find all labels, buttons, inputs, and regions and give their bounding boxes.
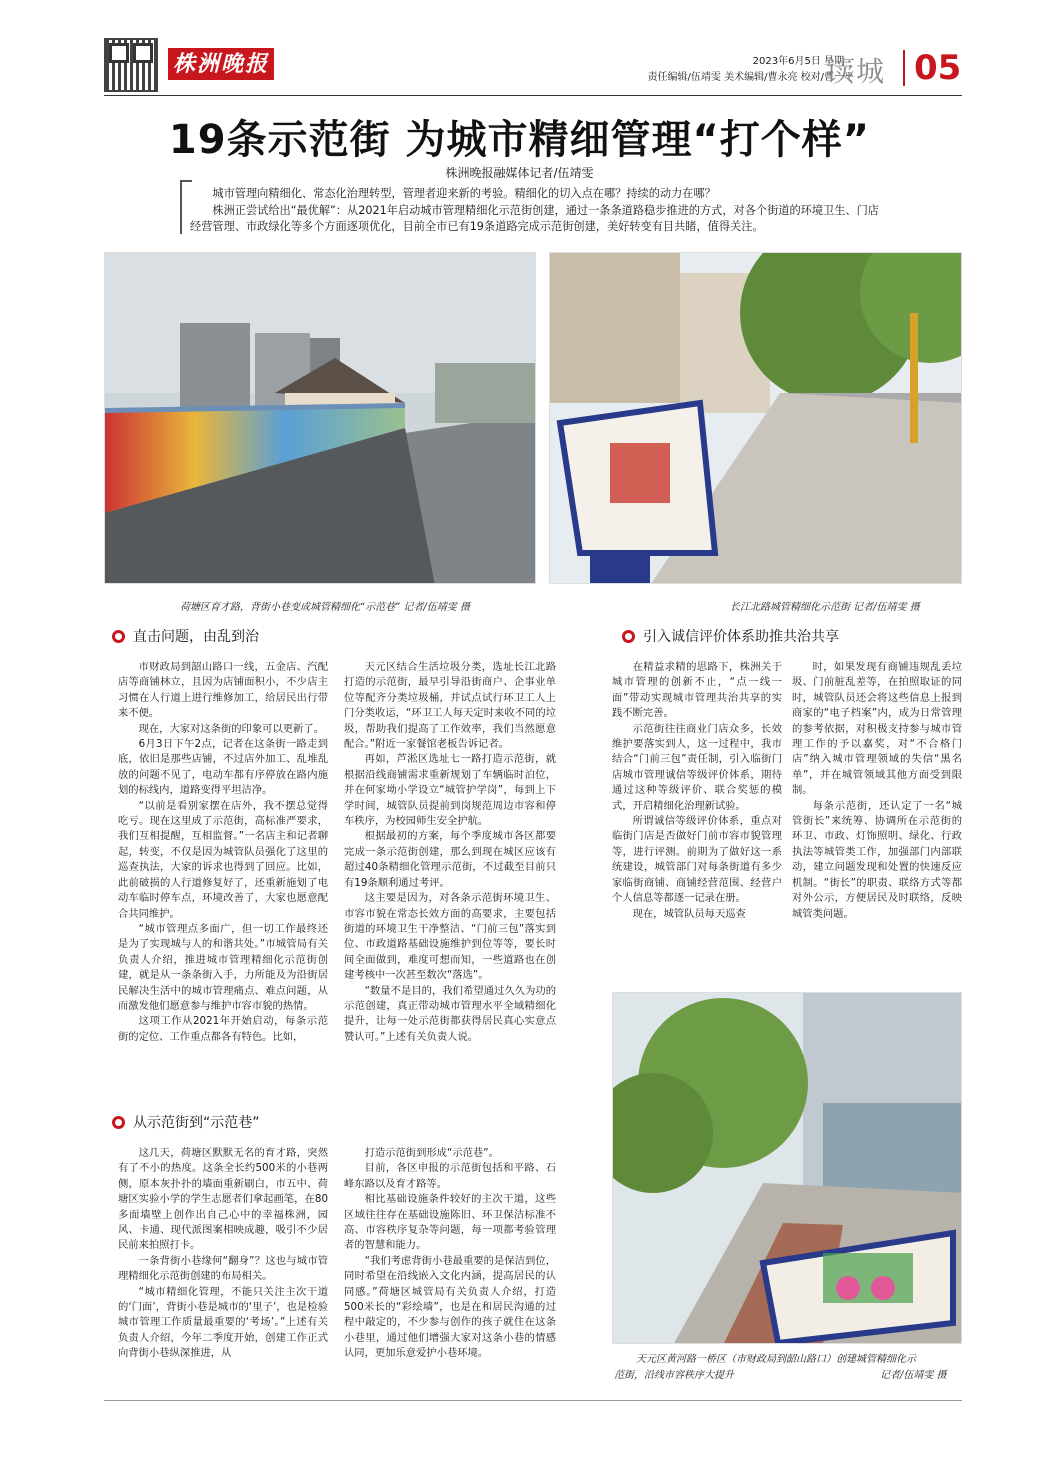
issue-date: 2023年6月5日 星期一	[752, 56, 854, 67]
paragraph: 示范街往往商业门店众多，长效维护要落实到人，这一过程中，我市结合“门前三包”责任制，引入临街门店城市管理诚信等级评价体系，期待通过这种等级评价、联合奖惩的模式，开启精细化治理新试验。	[612, 722, 782, 812]
section-divider	[903, 50, 905, 86]
column-4	[792, 660, 962, 922]
paragraph: 市财政局到韶山路口一线，五金店、汽配店等商铺林立，且因为店铺面积小，不少店主习惯在人行道上进行维修加工，给居民出行带来不便。	[118, 661, 328, 720]
photo1-caption: 荷塘区育才路，背街小巷变成城管精细化“示范巷” 记者/伍靖雯 摄	[180, 602, 470, 613]
header-rule	[104, 95, 962, 96]
bullet-icon	[112, 630, 125, 643]
bullet-icon	[622, 630, 635, 643]
paragraph: “数量不是目的，我们希望通过久久为功的示范创建，真正带动城市管理水平全域精细化提升，让每一处示范街都获得居民真心实意点赞认可。”上述有关负责人说。	[344, 984, 556, 1043]
paragraph: 这项工作从2021年开始启动，每条示范街的定位、工作重点都各有特色。比如，	[118, 1015, 328, 1043]
paragraph: 一条背街小巷缘何“翻身”？这也与城市管理精细化示范街创建的布局相关。	[118, 1254, 328, 1283]
section-head-3	[112, 1112, 260, 1132]
photo-changjiang-road	[549, 252, 962, 584]
paragraph: 现在，大家对这条街的印象可以更新了。	[138, 722, 324, 735]
paragraph: “我们考虑背街小巷最重要的是保洁到位，同时希望在沿线嵌入文化内涵，提高居民的认同感。”荷塘区城管局有关负责人介绍，打造500米长的“彩绘墙”，也是在和居民沟通的过程中敲定的，不少参与创作的孩子就住在这条小巷里，通过他们增强大家对这条小巷的情感认同，更加乐意爱护小巷环境。	[344, 1254, 556, 1360]
paragraph: 这主要是因为，对各条示范街环境卫生、市容市貌在常态长效方面的高要求，主要包括街道的环境卫生干净整洁、“门前三包”落实到位、市政道路基础设施维护到位等等，要长时间全面做到，难度可想而知，一些道路也在创建考核中一次甚至数次“落选”。	[344, 892, 556, 982]
bullet-icon	[112, 1116, 125, 1129]
paragraph: 所谓诚信等级评价体系，重点对临街门店是否做好门前市容市貌管理等，进行评测。前期为了做好这一系统建设，城管部门对每条街道有多少家临街商铺、商铺经营范围、经营户个人信息等都逐一记录在册。	[612, 815, 782, 905]
byline: 株洲晚报融媒体记者/伍靖雯	[445, 166, 594, 180]
section-head-1-text: 直击问题，由乱到治	[133, 629, 259, 645]
photo-huanghe-road	[612, 992, 962, 1344]
column-2	[344, 660, 556, 1045]
section-head-1	[112, 626, 259, 646]
paragraph: 根据最初的方案，每个季度城市各区都要完成一条示范街创建，那么到现在城区应该有超过40条精细化管理示范街，不过截至目前只有19条顺利通过考评。	[344, 830, 556, 889]
paragraph: 打造示范街到形成“示范巷”。	[364, 1147, 499, 1159]
paragraph: 每条示范街，还认定了一名“城管街长”来统筹、协调所在示范街的环卫、市政、灯饰照明、绿化、行政执法等城管类工作，加强部门内部联动，建立问题发现和处置的快速反应机制。“街长”的职责、联络方式等都对外公示，方便居民及时联络，反映城管类问题。	[792, 799, 962, 920]
photo3-caption-line2: 范街，沿线市容秩序大提升	[614, 1370, 734, 1381]
column-6	[344, 1146, 556, 1362]
photo3-caption-line1: 天元区黄河路一桥区（市财政局到韶山路口）创建城管精细化示	[636, 1354, 916, 1365]
lead-p2: 株洲正尝试给出“最优解”：从2021年启动城市管理精细化示范街创建，通过一条条道路稳步推进的方式，对各个街道的环境卫生、门店经营管理、市政绿化等多个方面逐项优化，目前全市已有19条道路完成示范街创建，美好转变有目共睹，值得关注。	[190, 203, 879, 233]
section-head-2	[622, 626, 839, 646]
section-head-3-text: 从示范街到“示范巷”	[133, 1115, 260, 1131]
qr-code	[104, 38, 158, 92]
column-3	[612, 660, 782, 922]
paragraph: 这几天，荷塘区默默无名的育才路，突然有了不小的热度。这条全长约500米的小巷两侧，原本灰扑扑的墙面重新刷白，市五中、荷塘区实验小学的学生志愿者们拿起画笔，在80多面墙壁上创作出自己心中的幸福株洲，园风、卡通、现代派图案相映成趣，吸引不少居民前来拍照打卡。	[118, 1147, 328, 1252]
lead-p1: 城市管理向精细化、常态化治理转型，管理者迎来新的考验。精细化的切入点在哪？持续的动力在哪？	[212, 187, 716, 200]
photo-mural-alley	[104, 252, 536, 584]
paragraph: “以前是看别家摆在店外，我不摆总觉得吃亏。现在这里成了示范街，高标准严要求，我们互相提醒，互相监督。”一名店主和记者聊起，转变，不仅是因为城管队员强化了这里的巡查执法，大家的诉求也得到了回应。比如，此前破损的人行道修复好了，还重新施划了电动车临时停车点，环境改善了，大家也愿意配合共同维护。	[118, 799, 328, 920]
photo3-credit: 记者/伍靖雯 摄	[880, 1370, 947, 1381]
section-head-2-text: 引入诚信评价体系助推共治共享	[643, 629, 839, 645]
photo2-caption: 长江北路城管精细化示范街 记者/伍靖雯 摄	[730, 602, 920, 613]
paragraph: “城市精细化管理，不能只关注主次干道的‘门面’，背街小巷是城市的‘里子’，也是检验城市管理工作质量最重要的‘考场’。”上述有关负责人介绍，今年二季度开始，创建工作正式向背街小巷纵深推进，从	[118, 1285, 328, 1360]
paragraph: 再如，芦淞区选址七一路打造示范街，就根据沿线商铺需求重新规划了车辆临时泊位，并在何家坳小学设立“城管护学岗”，每到上下学时间，城管队员提前到岗规范周边市容和停车秩序，为校园师生安全护航。	[344, 753, 556, 828]
paragraph: 现在，城管队员每天巡查	[632, 907, 746, 920]
column-5	[118, 1146, 328, 1362]
newspaper-logo: 株洲晚报	[168, 48, 274, 80]
paragraph: 在精益求精的思路下，株洲关于城市管理的创新不止，“点一线一面”带动实现城市管理共治共享的实践不断完善。	[612, 661, 782, 720]
footer-rule	[104, 1400, 962, 1401]
paragraph: 目前，各区申报的示范街包括和平路、石峰东路以及育才路等。	[344, 1162, 556, 1190]
paragraph: 相比基础设施条件较好的主次干道，这些区域往往存在基础设施陈旧、环卫保洁标准不高、市容秩序复杂等问题，每一项都考验管理者的智慧和能力。	[344, 1193, 556, 1252]
paragraph: 天元区结合生活垃圾分类，选址长江北路打造的示范街，最早引导沿街商户、企事业单位等配齐分类垃圾桶，并试点试行环卫工人上门分类收运，“环卫工人每天定时来收不同的垃圾，帮助我们提高了工作效率，我们当然愿意配合。”附近一家餐馆老板告诉记者。	[344, 661, 556, 751]
column-1	[118, 660, 328, 1045]
headline: 19条示范街 为城市精细管理“打个样”	[168, 117, 871, 163]
editor-credits: 责任编辑/伍靖雯 美术编辑/曹永亮 校对/曹一平	[647, 72, 854, 83]
page-number: 05	[914, 48, 962, 88]
paragraph: 6月3日下午2点，记者在这条街一路走到底，依旧是那些店铺，不过店外加工、乱堆乱放的问题不见了，电动车都有序停放在路内施划的标线内，道路变得平坦洁净。	[118, 738, 328, 797]
paragraph: “城市管理点多面广，但一切工作最终还是为了实现城与人的和谐共处。”市城管局有关负责人介绍，推进城市管理精细化示范街创建，就是从一条条街入手，力所能及为沿街居民解决生活中的城市管理痛点、难点问题，从而激发他们愿意参与维护市容市貌的热情。	[118, 922, 328, 1012]
lead-paragraph	[190, 186, 880, 236]
paragraph: 时，如果发现有商铺违规乱丢垃圾、门前脏乱差等，在拍照取证的同时，城管队员还会将这些信息上报到商家的“电子档案”内，成为日常管理的参考依据，对积极支持参与城市管理工作的予以嘉奖，对“不合格门店”纳入城市管理领域的失信“黑名单”，并在城管领域其他方面受到限制。	[792, 661, 962, 797]
section-name: 读城	[826, 55, 887, 88]
